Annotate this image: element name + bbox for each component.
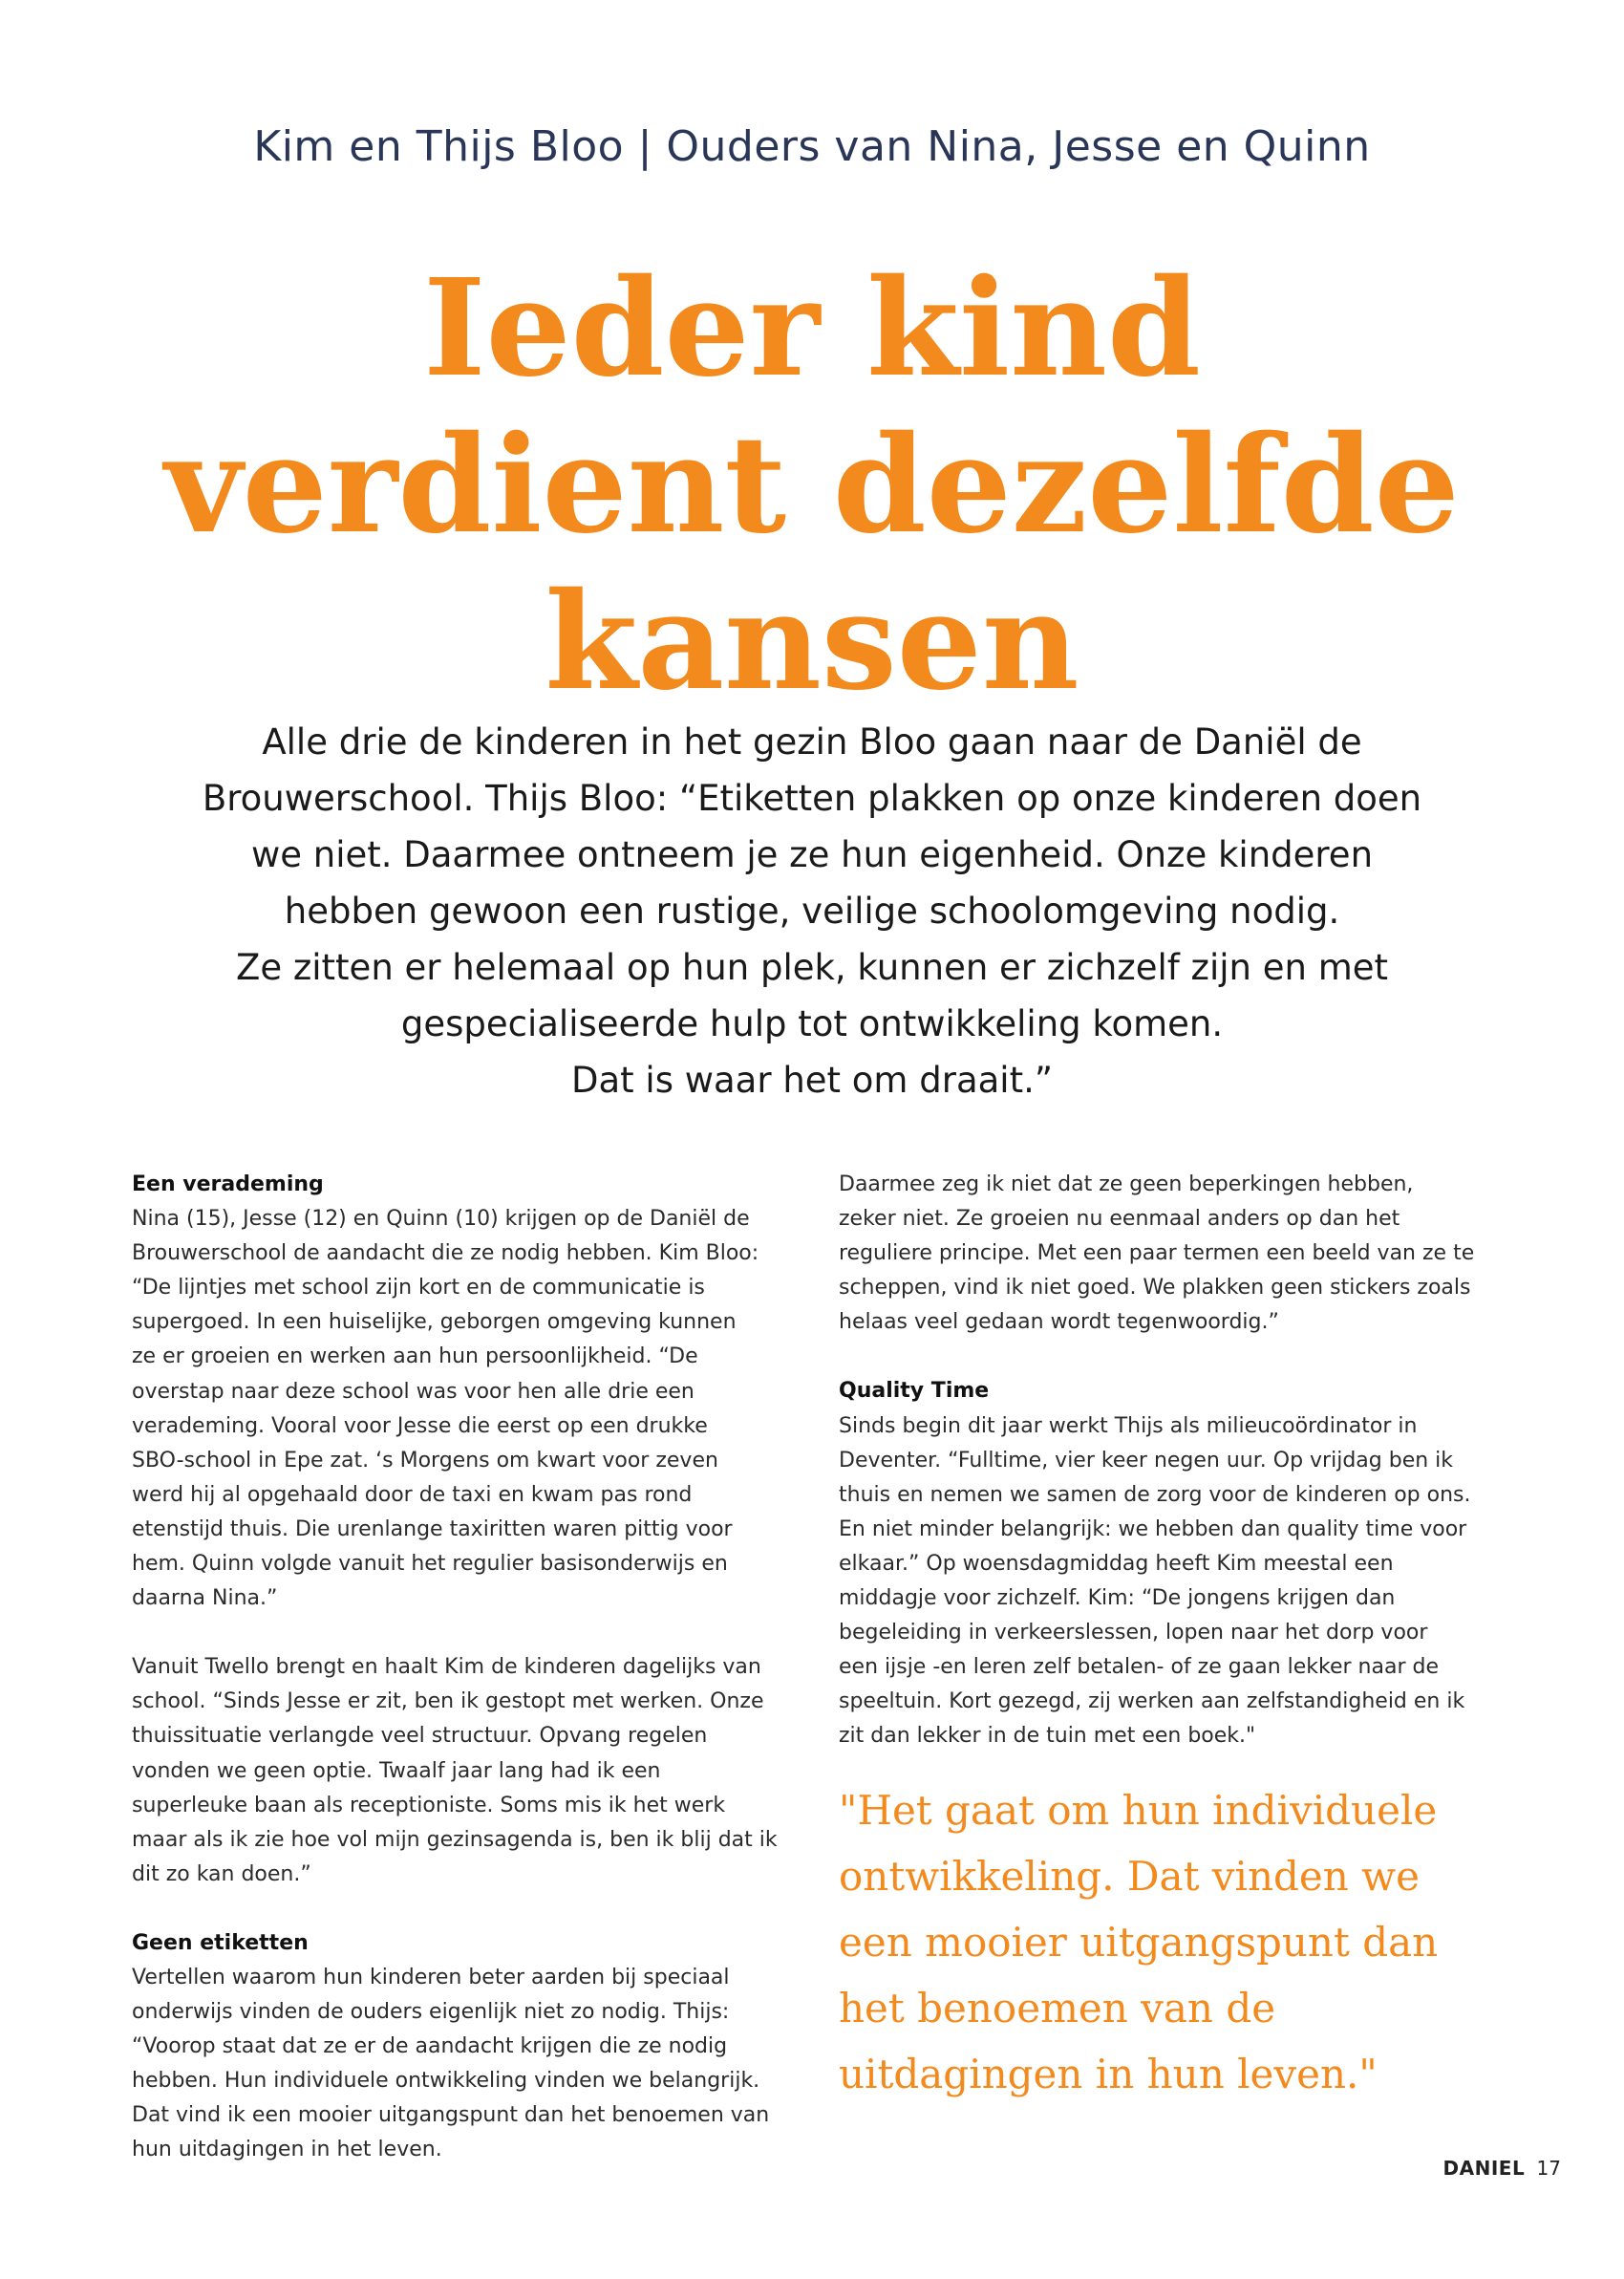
body-line: school. “Sinds Jesse er zit, ben ik gestopt met werken. Onze — [132, 1689, 764, 1714]
left-column — [132, 1168, 781, 2203]
body-line: een ijsje -en leren zelf betalen- of ze gaan lekker naar de — [839, 1655, 1439, 1680]
pull-quote-line: een mooier uitgangspunt dan — [839, 1919, 1439, 1966]
intro-line: we niet. Daarmee ontneem je ze hun eigenheid. Onze kinderen — [250, 834, 1374, 875]
body-paragraph — [132, 1961, 781, 2168]
section-heading: Geen etiketten — [132, 1930, 309, 1955]
body-line: Vanuit Twello brengt en haalt Kim de kinderen dagelijks van — [132, 1655, 761, 1680]
body-line: werd hij al opgehaald door de taxi en kwam pas rond — [132, 1482, 693, 1507]
body-line: thuis en nemen we samen de zorg voor de kinderen op ons. — [839, 1482, 1471, 1507]
pull-quote-line: het benoemen van de — [839, 1985, 1276, 2032]
body-line: Nina (15), Jesse (12) en Quinn (10) krijgen op de Daniël de — [132, 1207, 750, 1232]
right-column — [839, 1168, 1507, 1789]
body-line: vonden we geen optie. Twaalf jaar lang had ik een — [132, 1758, 661, 1783]
body-line: maar als ik zie hoe vol mijn gezinsagenda is, ben ik blij dat ik — [132, 1827, 778, 1852]
intro-line: Dat is waar het om draait.” — [570, 1060, 1054, 1101]
pull-quote — [839, 1777, 1527, 2107]
headline-line: Ieder kind — [423, 250, 1201, 407]
body-paragraph — [839, 1409, 1507, 1754]
body-line: onderwijs vinden de ouders eigenlijk niet zo nodig. Thijs: — [132, 2000, 730, 2025]
intro-line: Alle drie de kinderen in het gezin Bloo gaan naar de Daniël de — [262, 721, 1362, 763]
body-line: “De lijntjes met school zijn kort en de communicatie is — [132, 1276, 705, 1301]
body-line: SBO-school in Epe zat. ‘s Morgens om kwart voor zeven — [132, 1448, 718, 1473]
body-line: En niet minder belangrijk: we hebben dan quality time voor — [839, 1516, 1467, 1541]
article-intro — [134, 714, 1490, 1108]
body-line: thuissituatie verlangde veel structuur. Opvang regelen — [132, 1724, 708, 1749]
article-kicker: Kim en Thijs Bloo | Ouders van Nina, Jesse en Quinn — [253, 122, 1371, 171]
body-line: supergoed. In een huiselijke, geborgen omgeving kunnen — [132, 1310, 737, 1335]
intro-line: gespecialiseerde hulp tot ontwikkeling komen. — [400, 1003, 1224, 1044]
body-line: hem. Quinn volgde vanuit het regulier basisonderwijs en — [132, 1552, 728, 1577]
body-line: superleuke baan als receptioniste. Soms mis ik het werk — [132, 1793, 726, 1817]
page-footer — [1443, 2157, 1561, 2180]
body-line: zeker niet. Ze groeien nu eenmaal anders op dan het — [839, 1207, 1400, 1232]
body-line: “Voorop staat dat ze er de aandacht krijgen die ze nodig — [132, 2034, 728, 2059]
body-line: ze er groeien en werken aan hun persoonlijkheid. “De — [132, 1344, 698, 1369]
body-line: daarna Nina.” — [132, 1586, 278, 1611]
body-line: Daarmee zeg ik niet dat ze geen beperkingen hebben, — [839, 1172, 1414, 1196]
body-paragraph — [839, 1168, 1507, 1340]
body-line: speeltuin. Kort gezegd, zij werken aan zelfstandigheid en ik — [839, 1689, 1465, 1714]
body-line: Deventer. “Fulltime, vier keer negen uur. Op vrijdag ben ik — [839, 1448, 1454, 1473]
headline-line: kansen — [545, 564, 1079, 720]
intro-line: Ze zitten er helemaal op hun plek, kunnen er zichzelf zijn en met — [235, 947, 1389, 988]
body-line: dit zo kan doen.” — [132, 1861, 311, 1886]
body-line: hebben. Hun individuele ontwikkeling vinden we belangrijk. — [132, 2069, 760, 2094]
intro-line: Brouwerschool. Thijs Bloo: “Etiketten plakken op onze kinderen doen — [202, 778, 1422, 819]
section-heading: Quality Time — [839, 1379, 990, 1404]
body-line: reguliere principe. Met een paar termen een beeld van ze te — [839, 1241, 1475, 1266]
body-paragraph — [132, 1202, 781, 1616]
body-line: helaas veel gedaan wordt tegenwoordig.” — [839, 1310, 1279, 1335]
intro-line: hebben gewoon een rustige, veilige schoolomgeving nodig. — [284, 891, 1340, 932]
pull-quote-line: "Het gaat om hun individuele — [839, 1787, 1438, 1834]
body-line: Sinds begin dit jaar werkt Thijs als milieucoördinator in — [839, 1413, 1418, 1438]
headline-line: verdient dezelfde — [164, 407, 1460, 564]
body-line: scheppen, vind ik niet goed. We plakken geen stickers zoals — [839, 1276, 1471, 1301]
body-line: zit dan lekker in de tuin met een boek." — [839, 1724, 1256, 1749]
page-number: 17 — [1536, 2157, 1561, 2180]
body-line: Dat vind ik een mooier uitgangspunt dan het benoemen van — [132, 2103, 770, 2128]
body-line: elkaar.” Op woensdagmiddag heeft Kim meestal een — [839, 1551, 1394, 1576]
body-line: begeleiding in verkeerslessen, lopen naar het dorp voor — [839, 1621, 1428, 1645]
pull-quote-line: uitdagingen in hun leven." — [839, 2051, 1378, 2097]
pull-quote-line: ontwikkeling. Dat vinden we — [839, 1853, 1420, 1900]
magazine-brand: DANIEL — [1442, 2157, 1526, 2180]
body-line: overstap naar deze school was voor hen alle drie een — [132, 1379, 694, 1404]
body-paragraph — [132, 1650, 781, 1892]
body-line: hun uitdagingen in het leven. — [132, 2138, 442, 2162]
body-line: Brouwerschool de aandacht die ze nodig hebben. Kim Bloo: — [132, 1241, 759, 1266]
body-line: Vertellen waarom hun kinderen beter aarden bij speciaal — [132, 1965, 730, 1989]
body-line: verademing. Vooral voor Jesse die eerst op een drukke — [132, 1413, 708, 1438]
body-line: middagje voor zichzelf. Kim: “De jongens krijgen dan — [839, 1586, 1396, 1611]
section-heading: Een verademing — [132, 1172, 324, 1196]
body-line: etenstijd thuis. Die urenlange taxiritten waren pittig voor — [132, 1516, 733, 1541]
article-headline — [96, 250, 1528, 720]
